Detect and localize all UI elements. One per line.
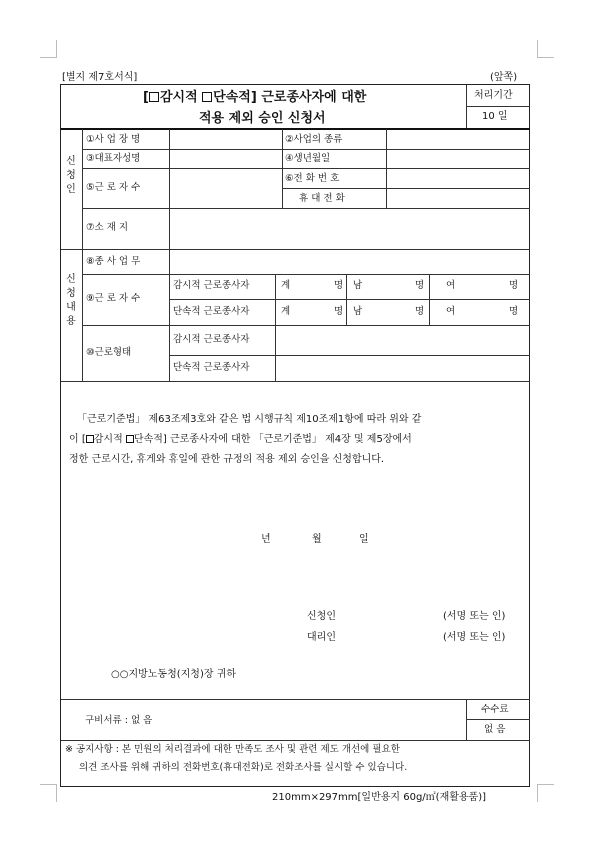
- fee-value: 없 음: [484, 724, 506, 735]
- label-phone: ⑥전 화 번 호: [285, 173, 340, 184]
- crop-mark: [56, 784, 57, 802]
- label-business-name: ①사 업 장 명: [86, 134, 141, 145]
- notice-line2: 의견 조사를 위해 귀하의 전화번호(휴대전화)로 전화조사를 실시할 수 있습니다.: [79, 762, 408, 773]
- crop-mark: [40, 784, 57, 785]
- crop-mark: [40, 57, 57, 58]
- label-work-form: ⑩근로형태: [86, 347, 132, 358]
- crop-mark: [537, 784, 554, 785]
- processing-period-label: 처리기간: [474, 90, 513, 101]
- section-label-contents: 신청내용: [66, 274, 76, 327]
- required-documents: 구비서류 : 없 음: [85, 715, 153, 726]
- title-option-intermittent: 단속적: [213, 90, 251, 105]
- notice-line1: ※ 공지사항 : 본 민원의 처리결과에 대한 만족도 조사 및 관련 제도 개선에 필요한: [65, 744, 400, 755]
- unit-person: 명: [334, 306, 344, 317]
- checkbox-surveillance-body[interactable]: [86, 435, 94, 443]
- label-worker-count-application: ⑨근 로 자 수: [86, 293, 141, 304]
- crop-mark: [537, 40, 538, 58]
- agent-signature-field[interactable]: (서명 또는 인): [443, 632, 506, 643]
- form-number: [별지 제7호서식]: [62, 72, 138, 83]
- total-label: 계: [281, 280, 291, 291]
- form-title-line1: [143, 91, 366, 104]
- unit-person: 명: [334, 280, 344, 291]
- application-statement-line1: 「근로기준법」 제63조제3호와 같은 법 시행규칙 제10조제1항에 따라 위와 같: [77, 414, 422, 425]
- addressee: ○○지방노동청(지청)장 귀하: [111, 669, 237, 680]
- application-statement-line2: 이 [ 감시적 단속적] 근로종사자에 대한 「근로기준법」 제4장 및 제5장에서: [69, 434, 412, 445]
- total-label: 계: [281, 306, 291, 317]
- date-year: 년: [261, 534, 271, 545]
- male-label: 남: [353, 280, 363, 291]
- fee-label: 수수료: [481, 704, 509, 715]
- crop-mark: [537, 784, 538, 802]
- crop-mark: [56, 40, 57, 58]
- label-worker-count: ⑤근 로 자 수: [86, 182, 141, 193]
- applicant-signature-label: 신청인: [307, 611, 336, 622]
- page-side-label: (앞쪽): [490, 72, 518, 83]
- label-birth-date: ④생년월일: [285, 153, 331, 164]
- checkbox-surveillance-title[interactable]: [149, 92, 159, 102]
- female-label: 여: [446, 306, 456, 317]
- label-intermittent-worker-form: 단속적 근로종사자: [173, 362, 250, 373]
- label-representative: ③대표자성명: [86, 153, 141, 164]
- title-rest: ] 근로종사자에 대한: [250, 90, 367, 105]
- crop-mark: [537, 57, 554, 58]
- application-statement-line3: 정한 근로시간, 휴게와 휴일에 관한 규정의 적용 제외 승인을 신청합니다.: [69, 454, 385, 465]
- label-surveillance-worker: 감시적 근로종사자: [173, 280, 250, 291]
- male-label: 남: [353, 306, 363, 317]
- title-option-surveillance: 감시적: [159, 90, 198, 105]
- checkbox-intermittent-body[interactable]: [126, 435, 134, 443]
- unit-person: 명: [415, 306, 425, 317]
- applicant-signature-field[interactable]: (서명 또는 인): [443, 611, 506, 622]
- paper-size-note: 210mm×297mm[일반용지 60g/㎡(재활용품)]: [272, 792, 487, 803]
- label-intermittent-worker: 단속적 근로종사자: [173, 306, 250, 317]
- agent-signature-label: 대리인: [307, 632, 336, 643]
- unit-person: 명: [509, 306, 519, 317]
- label-business-type: ②사업의 종류: [285, 134, 343, 145]
- date-day: 일: [359, 534, 369, 545]
- label-mobile: 휴 대 전 화: [299, 193, 345, 204]
- checkbox-intermittent-title[interactable]: [202, 92, 212, 102]
- section-label-applicant: 신청인: [66, 156, 76, 195]
- label-work-type: ⑧종 사 업 무: [86, 256, 141, 267]
- female-label: 여: [446, 280, 456, 291]
- unit-person: 명: [415, 280, 425, 291]
- form-title-line2: 적용 제외 승인 신청서: [199, 111, 326, 126]
- title-open-bracket: [: [143, 90, 149, 105]
- label-address: ⑦소 재 지: [86, 222, 129, 233]
- processing-period-value: 10 일: [482, 111, 508, 122]
- unit-person: 명: [509, 280, 519, 291]
- application-form: [60, 84, 530, 787]
- date-month: 월: [312, 534, 322, 545]
- label-surveillance-worker-form: 감시적 근로종사자: [173, 334, 250, 345]
